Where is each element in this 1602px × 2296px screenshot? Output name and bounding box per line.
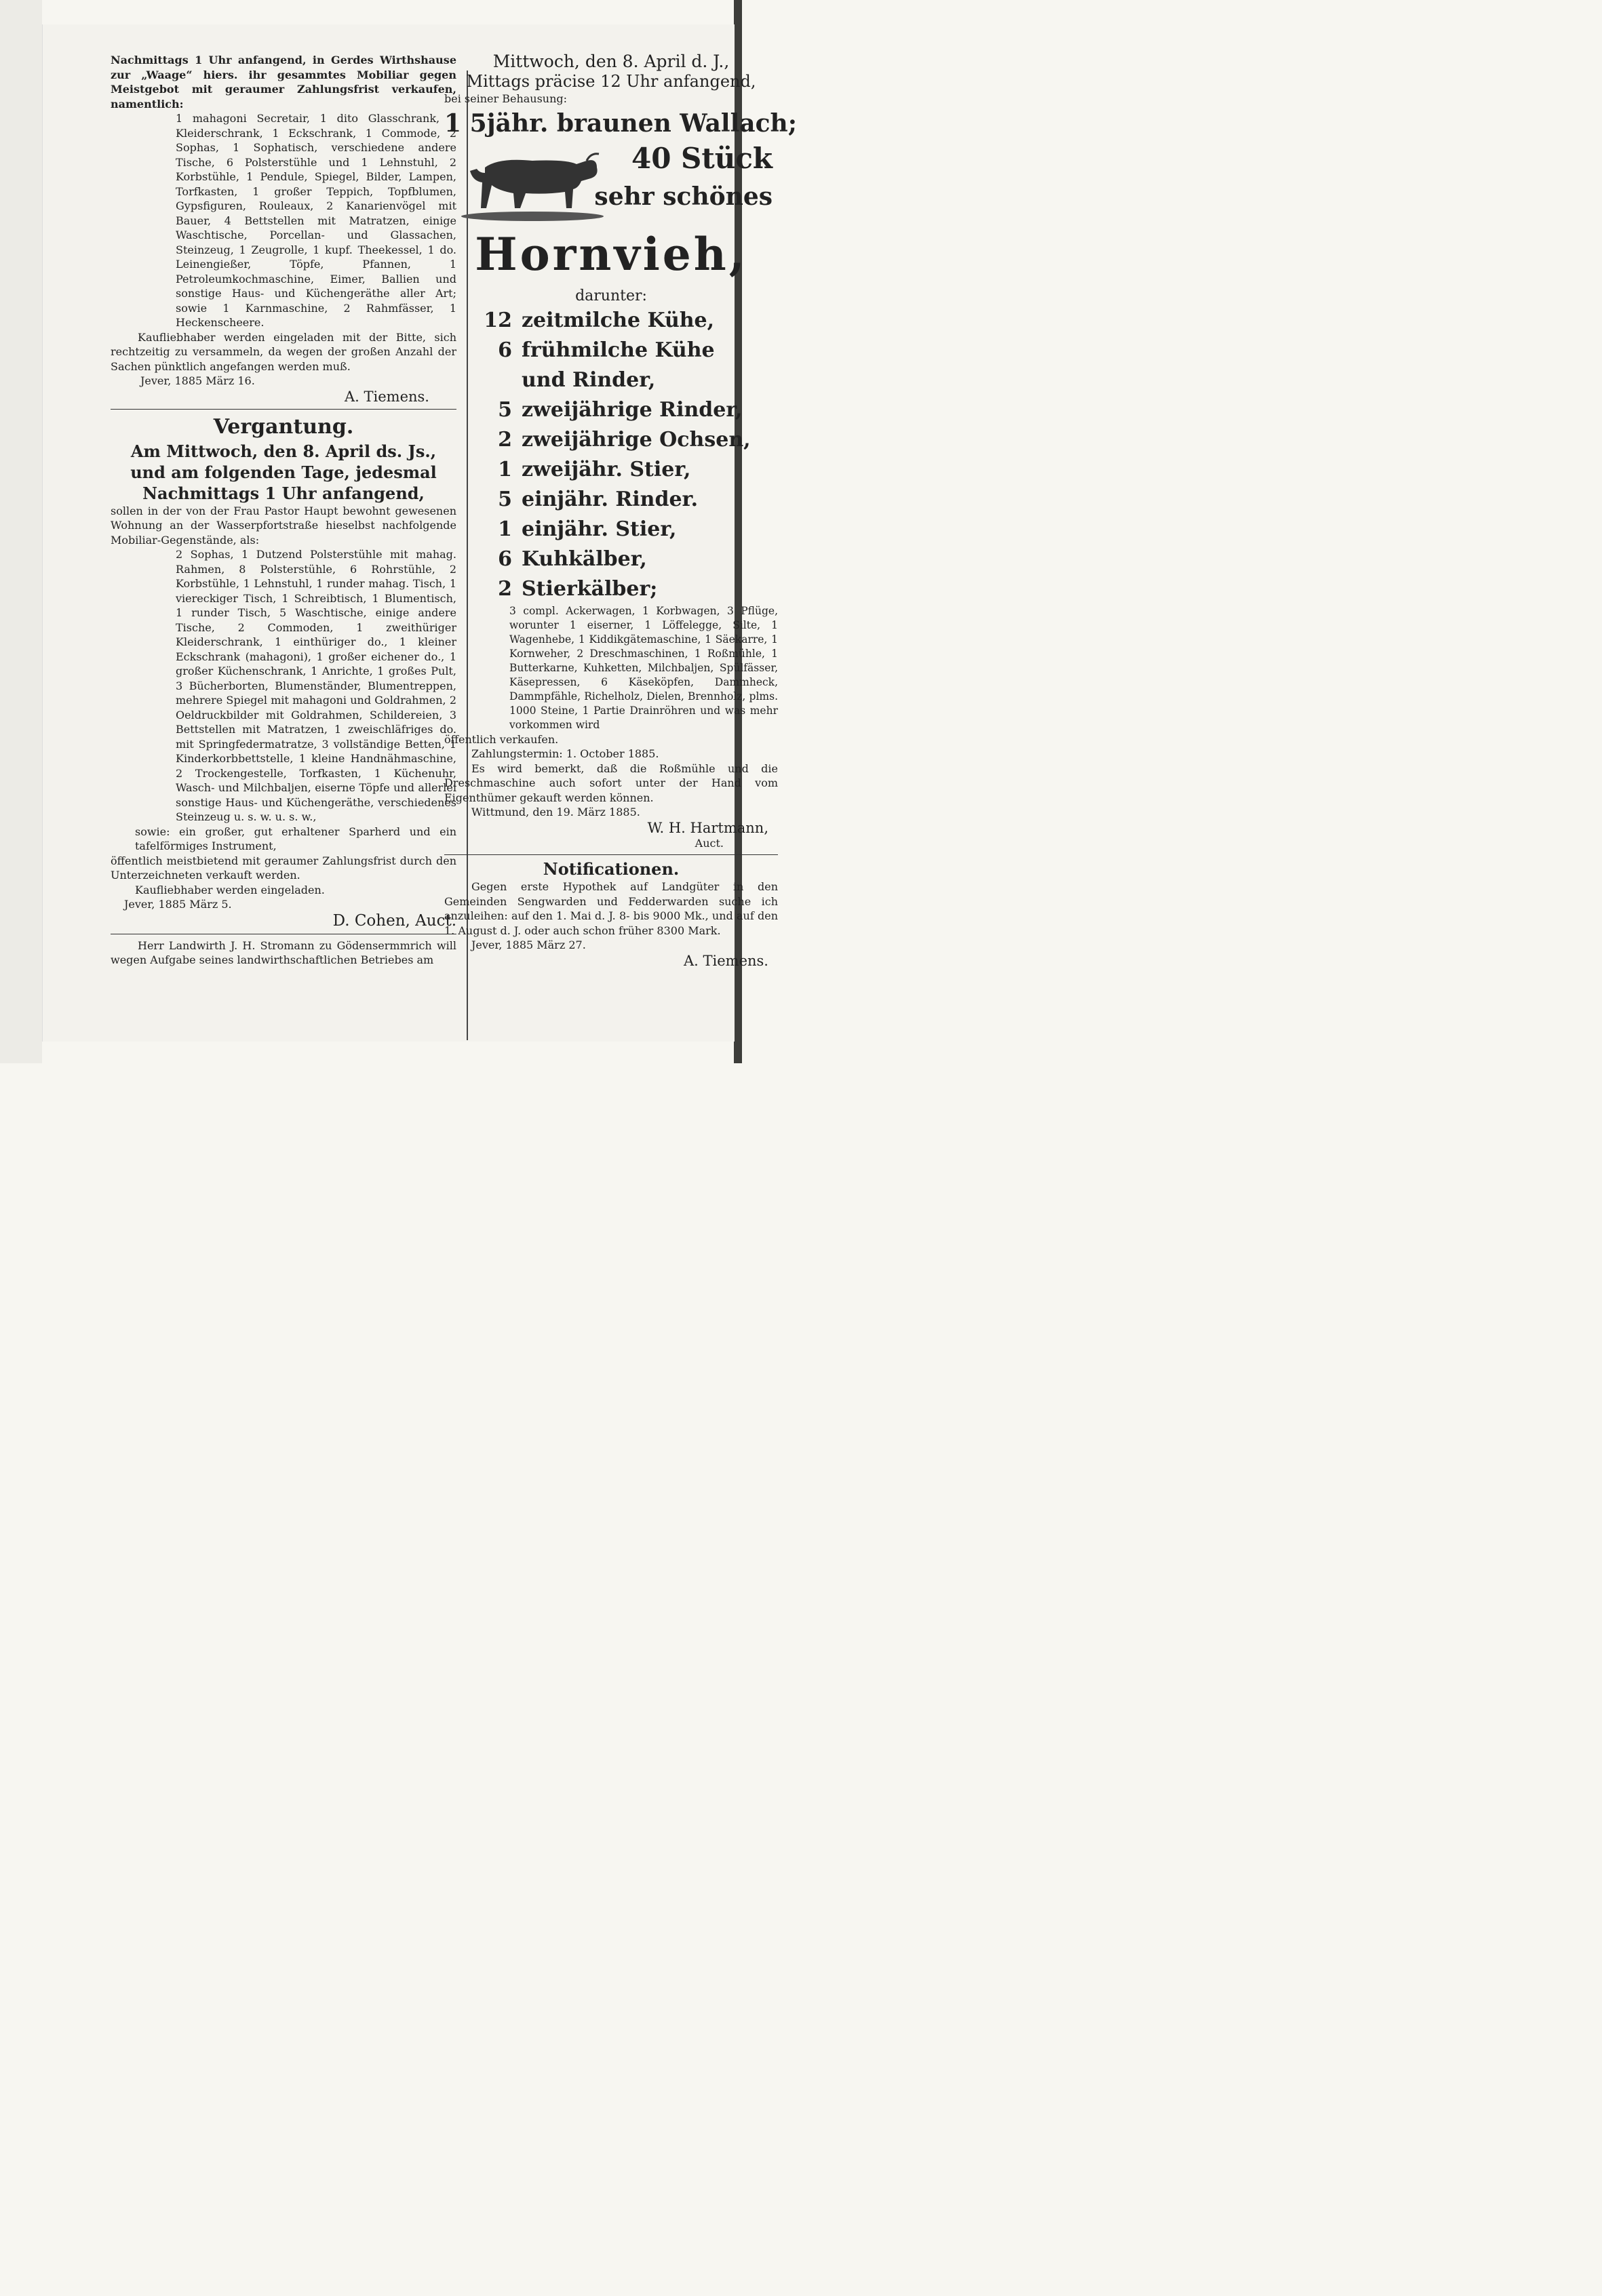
auction-sowie: sowie: ein großer, gut erhaltener Sparherd und ein tafelförmiges Instrument,: [135, 825, 456, 852]
list-item: 5 einjähr. Rinder.: [498, 487, 699, 511]
list-item: 2 zweijährige Ochsen,: [498, 427, 751, 452]
sale-verb: öffentlich verkaufen.: [444, 732, 559, 746]
cattle-count: 40 Stück: [631, 141, 773, 175]
auction-closing: öffentlich meistbietend mit geraumer Zahlungsfrist durch den Unterzeichneten verkauft werden.: [111, 854, 456, 882]
auction-date: Jever, 1885 März 5.: [124, 898, 232, 911]
list-item: 12 zeitmilche Kühe,: [484, 308, 715, 332]
notice-date: Jever, 1885 März 16.: [140, 374, 255, 387]
sale-time: Mittags präcise 12 Uhr anfangend,: [466, 72, 756, 91]
cattle-headline: Hornvieh,: [475, 227, 747, 281]
auction-lead: Am Mittwoch, den 8. April ds. Js., und am folgenden Tage, jedesmal Nachmittags 1 Uhr anfangend,: [130, 441, 437, 503]
notice-closing: Kaufliebhaber werden eingeladen mit der Bitte, sich rechtzeitig zu versammeln, da wegen der großen Anzahl der Sachen pünktlich angefangen werden muß.: [111, 330, 456, 373]
notice-signature: A. Tiemens.: [345, 388, 429, 405]
auction-intro: sollen in der von der Frau Pastor Haupt bewohnt gewesenen Wohnung an der Wasserpfortstraße hieselbst nachfolgende Mobiliar-Gegenstände, als:: [111, 504, 456, 547]
list-item: 2 Stierkälber;: [498, 576, 658, 601]
list-item: 5 zweijährige Rinder,: [498, 397, 743, 422]
notifications-signature: A. Tiemens.: [684, 952, 768, 969]
sale-place-date: Wittmund, den 19. März 1885.: [471, 806, 640, 818]
list-item: 6 Kuhkälber,: [498, 547, 647, 571]
horse-headline: 1 5jähr. braunen Wallach;: [444, 108, 797, 138]
list-item: 1 einjähr. Stier,: [498, 517, 677, 541]
sale-location: bei seiner Behausung:: [444, 92, 568, 105]
payment-date: Zahlungstermin: 1. October 1885.: [471, 747, 659, 760]
sale-remark: Es wird bemerkt, daß die Roßmühle und die Dreschmaschine auch sofort unter der Hand vom Eigenthümer gekauft werden können.: [444, 761, 778, 804]
sale-date: Mittwoch, den 8. April d. J.,: [492, 52, 730, 71]
equipment-list: 3 compl. Ackerwagen, 1 Korbwagen, 3 Pflüge, worunter 1 eiserner, 1 Löffelegge, Silte, 1 Wagenhebe, 1 Kiddikgätemaschine, 1 Säekarre, 1 Kornweher, 2 Dreschmaschinen, 1 Roßmühle, 1 Butterkarne, Kuhketten, Milchbaljen, Spülfässer, Käsepressen, 6 Käseköpfen, Dammheck, Dammpfähle, Richelholz, Dielen, Brennholz, plms. 1000 Steine, 1 Partie Drainröhren und was mehr vorkommen wird: [509, 604, 778, 731]
notifications-heading: Notificationen.: [543, 859, 680, 879]
left-column: [111, 53, 456, 968]
sale-signature: W. H. Hartmann,: [647, 819, 768, 836]
darunter-label: darunter:: [575, 287, 647, 304]
notifications-text: Gegen erste Hypothek auf Landgüter in den Gemeinden Sengwarden und Fedderwarden suche ich anzuleihen: auf den 1. Mai d. J. 8- bis 9000 Mk., und auf den 1. August d. J. oder auch schon früher 8300 Mark.: [444, 880, 778, 937]
auction-items: 2 Sophas, 1 Dutzend Polsterstühle mit mahag. Rahmen, 8 Polsterstühle, 6 Rohrstühle, 2 Korbstühle, 1 Lehnstuhl, 1 runder mahag. Tisch, 1 viereckiger Tisch, 1 Schreibtisch, 1 Blumentisch, 1 runder Tisch, 5 Waschtische, einige andere Tische, 2 Commoden, 1 zweithüriger Kleiderschrank, 1 einthüriger do., 1 kleiner Eckschrank (mahagoni), 1 großer eichener do., 1 großer Küchenschrank, 1 Anrichte, 1 großes Pult, 3 Bücherborten, Blumenständer, Blumentreppen, mehrere Spiegel mit mahagoni und Goldrahmen, 2 Oeldruckbilder mit Goldrahmen, Schildereien, 3 Bettstellen mit Matratzen, 1 zweischläfriges do. mit Springfedermatratze, 3 vollständige Betten, 1 Kinderkorbbettstelle, 1 kleine Handnähmaschine, 2 Trockengestelle, Torfkasten, 1 Küchenuhr, Wasch- und Milchbaljen, eiserne Töpfe und allerlei sonstige Haus- und Küchengeräthe, verschiedenes Steinzeug u. s. w. u. s. w.,: [176, 548, 456, 823]
list-item: und Rinder,: [522, 368, 656, 392]
newspaper-page: [42, 24, 797, 1042]
sale-signature-role: Auct.: [695, 836, 724, 850]
ox-illustration-icon: [458, 140, 614, 222]
notice-intro: Nachmittags 1 Uhr anfangend, in Gerdes Wirthshause zur „Waage“ hiers. ihr gesammtes Mobiliar gegen Meistgebot mit geraumer Zahlungsfrist verkaufen, namentlich:: [111, 54, 456, 111]
section-rule: [111, 409, 456, 410]
ox-block: [444, 140, 778, 222]
scan-margin: [0, 0, 42, 1063]
cattle-list: [471, 306, 778, 604]
list-item: 6 frühmilche Kühe: [498, 338, 715, 362]
farm-notice: Herr Landwirth J. H. Stromann zu Gödensermmrich will wegen Aufgabe seines landwirthschaftlichen Betriebes am: [111, 938, 456, 966]
auction-invite: Kaufliebhaber werden eingeladen.: [135, 883, 325, 896]
auction-signature: D. Cohen, Auct.: [332, 911, 456, 930]
list-item: 1 zweijähr. Stier,: [498, 457, 691, 481]
section-rule: [444, 854, 778, 855]
cattle-quality: sehr schönes: [594, 182, 773, 211]
notifications-date: Jever, 1885 März 27.: [471, 938, 586, 951]
right-column: [444, 52, 797, 969]
notice-items: 1 mahagoni Secretair, 1 dito Glasschrank, 1 Kleiderschrank, 1 Eckschrank, 1 Commode, 2 Sophas, 1 Sophatisch, verschiedene andere Tische, 6 Polsterstühle und 1 Lehnstuhl, 2 Korbstühle, 1 Pendule, Spiegel, Bilder, Lampen, Torfkasten, 1 großer Teppich, Topfblumen, Gypsfiguren, Rouleaux, 2 Kanarienvögel mit Bauer, 4 Bettstellen mit Matratzen, einige Waschtische, Porcellan- und Glassachen, Steinzeug, 1 Zeugrolle, 1 kupf. Theekessel, 1 do. Leinengießer, Töpfe, Pfannen, 1 Petroleumkochmaschine, Eimer, Ballien und sonstige Haus- und Küchengeräthe aller Art; sowie 1 Karnmaschine, 2 Rahmfässer, 1 Heckenscheere.: [176, 112, 456, 329]
auction-heading: Vergantung.: [213, 414, 354, 439]
